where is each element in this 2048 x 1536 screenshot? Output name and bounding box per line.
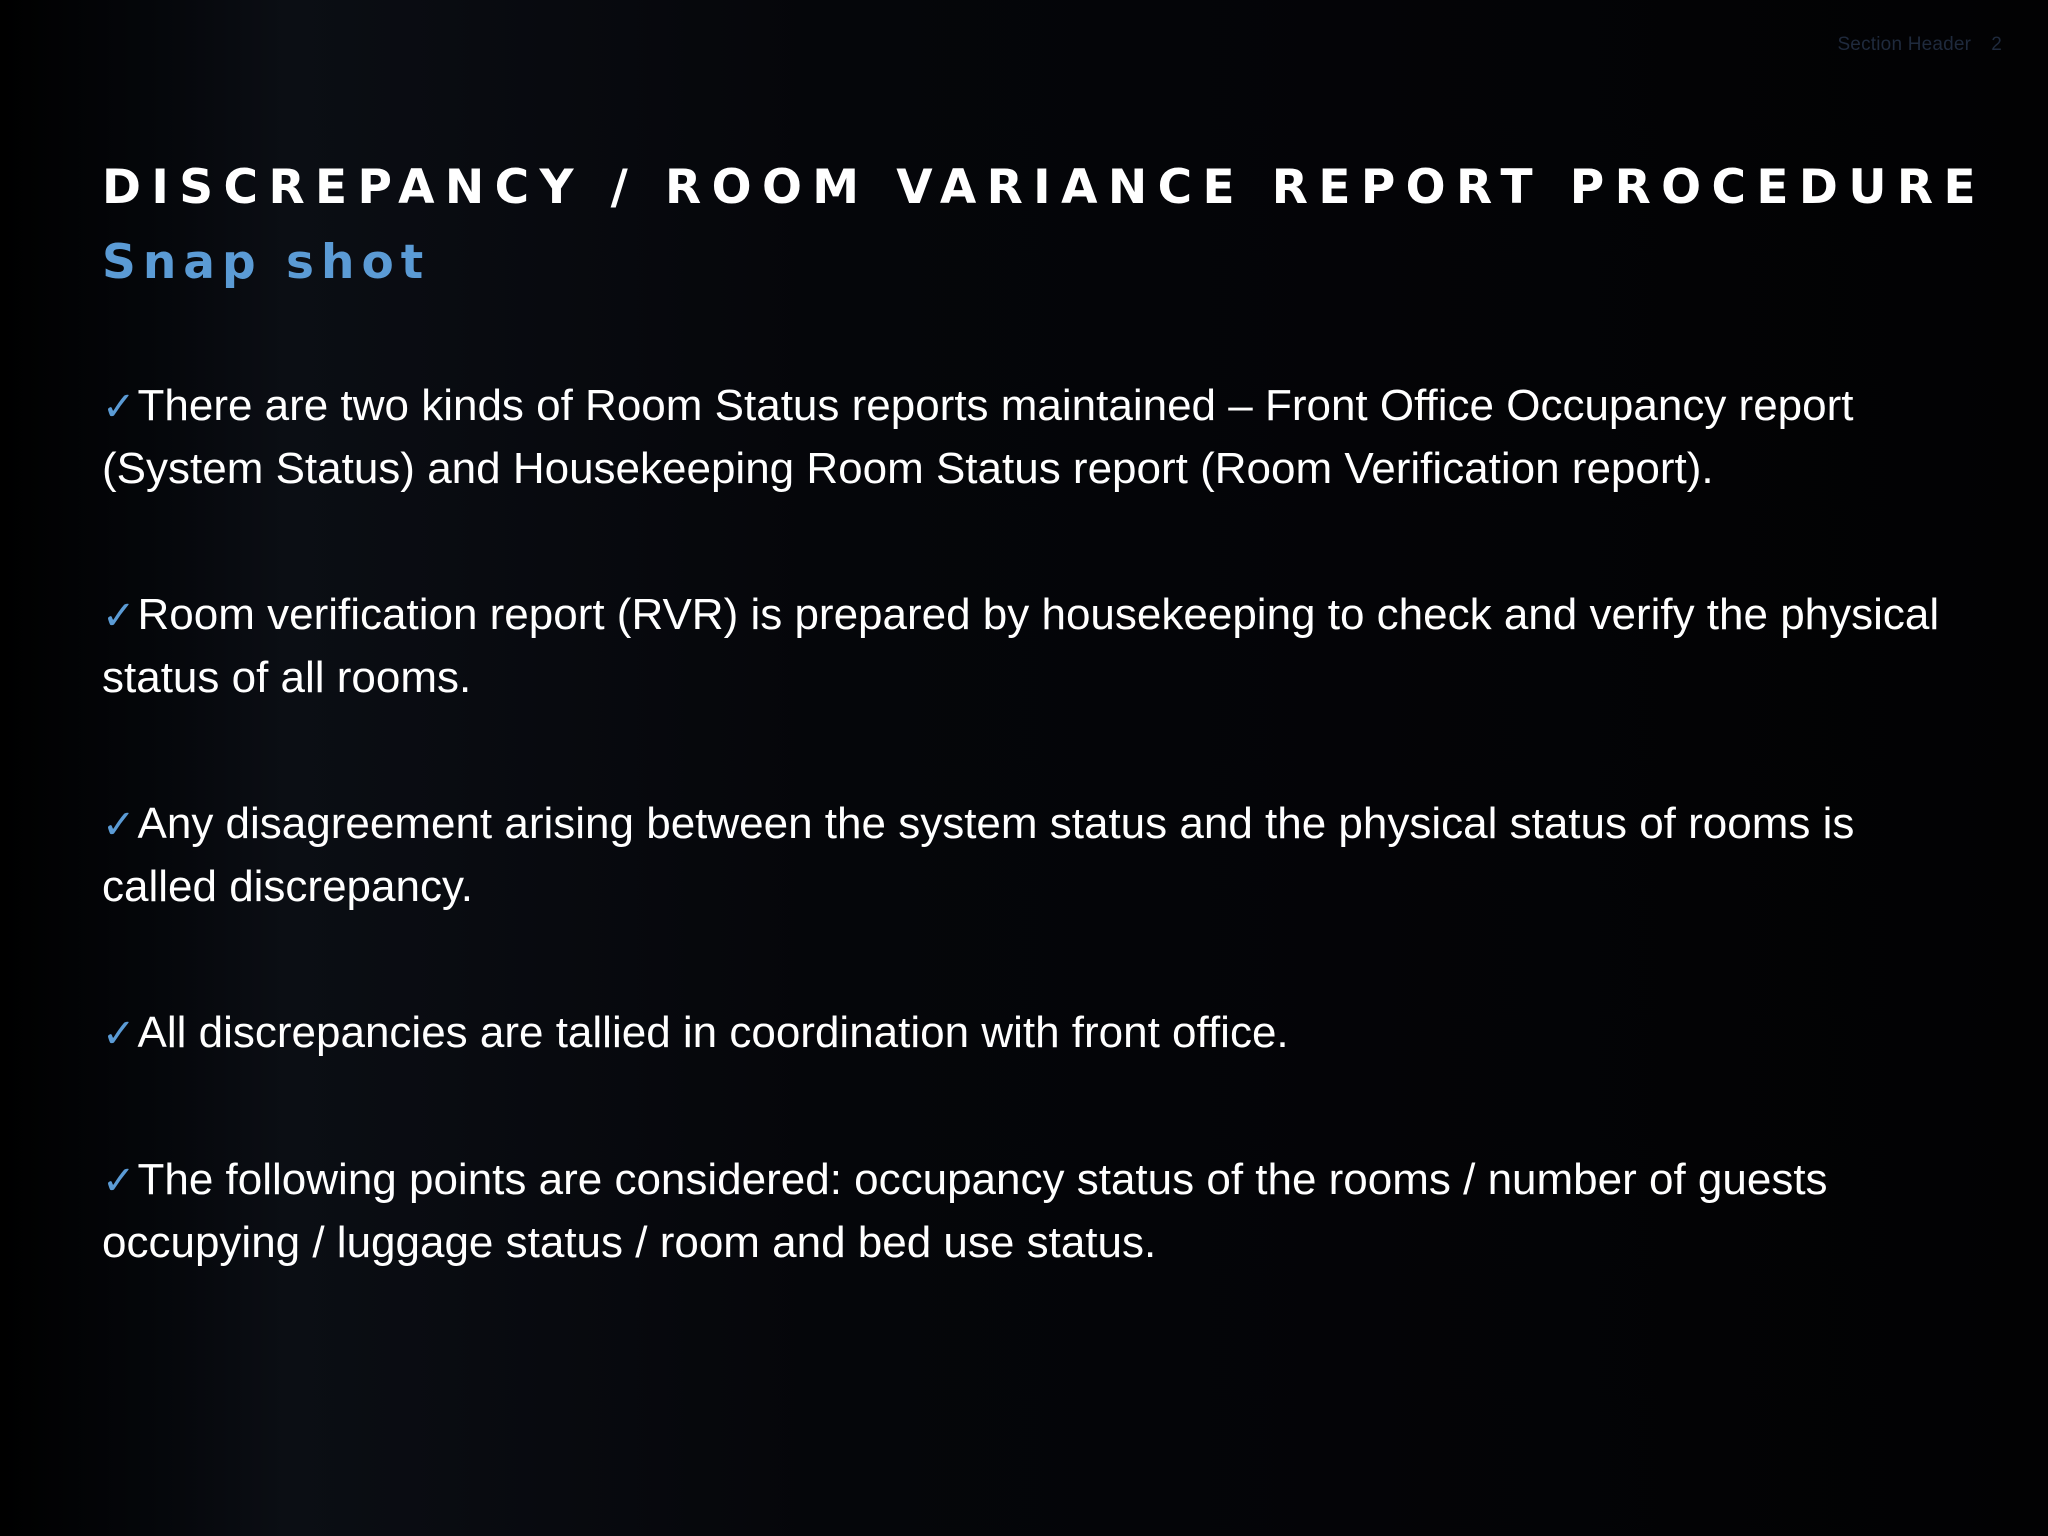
check-icon: ✓ (102, 384, 136, 430)
bullet-list (102, 375, 1942, 1274)
bullet-text: All discrepancies are tallied in coordination with front office. (137, 1008, 1289, 1057)
page-number: 2 (1991, 34, 2002, 55)
check-icon: ✓ (102, 1158, 136, 1204)
check-icon: ✓ (102, 593, 136, 639)
bullet-text: The following points are considered: occupancy status of the rooms / number of guests occupying / luggage status / room and bed use status. (102, 1155, 1828, 1267)
bullet-text: There are two kinds of Room Status reports maintained – Front Office Occupancy report (System Status) and Housekeeping Room Status report (Room Verification report). (102, 381, 1854, 493)
bullet-item (102, 375, 1942, 500)
bullet-item (102, 584, 1942, 709)
check-icon: ✓ (102, 802, 136, 848)
bullet-text: Room verification report (RVR) is prepared by housekeeping to check and verify the physical status of all rooms. (102, 590, 1940, 702)
check-icon: ✓ (102, 1011, 136, 1057)
section-label: Section Header (1837, 34, 1972, 55)
slide-title: DISCREPANCY / ROOM VARIANCE REPORT PROCEDURE (102, 160, 1987, 215)
slide-subtitle: Snap shot (102, 235, 431, 290)
bullet-item (102, 1002, 1942, 1065)
bullet-text: Any disagreement arising between the system status and the physical status of rooms is called discrepancy. (102, 799, 1855, 911)
bullet-item (102, 1149, 1942, 1274)
bullet-item (102, 793, 1942, 918)
slide-header-meta (1837, 34, 2002, 56)
